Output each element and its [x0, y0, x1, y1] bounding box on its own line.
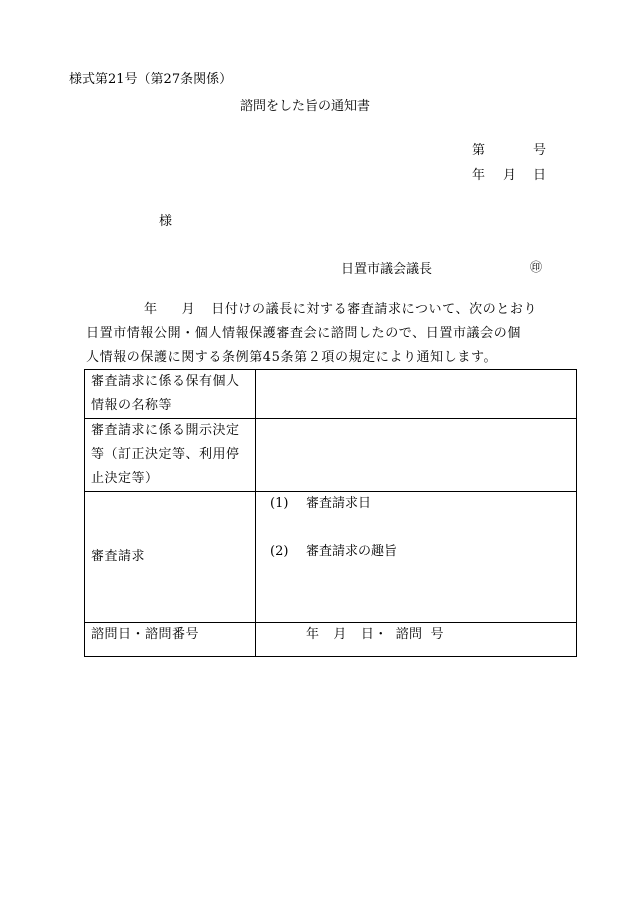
- body-line-3: 人情報の保護に関する条例第45条第２項の規定により通知します。: [86, 350, 498, 365]
- doc-number-prefix: 第: [472, 143, 486, 158]
- inquiry-month: 月: [333, 627, 347, 642]
- doc-number-suffix: 号: [533, 143, 547, 158]
- item-text: 審査請求の趣旨: [306, 544, 398, 559]
- table-label-inquiry: 諮問日・諮問番号: [85, 623, 256, 657]
- item-number: (2): [270, 544, 289, 559]
- table-row: [85, 419, 577, 492]
- table-row: [85, 492, 577, 623]
- review-item-purpose: [256, 540, 576, 564]
- body-month: 月: [181, 302, 196, 317]
- inquiry-date-number: [256, 623, 576, 647]
- item-text: 審査請求日: [306, 496, 372, 511]
- date-day: 日: [533, 168, 547, 183]
- body-line-2: 日置市情報公開・個人情報保護審査会に諮問したので、日置市議会の個: [86, 326, 521, 341]
- table-label-review-request: 審査請求: [85, 492, 256, 623]
- notice-table: [84, 369, 577, 657]
- document-title: 諮問をした旨の通知書: [240, 99, 371, 114]
- table-value-disclosure-decision: [256, 419, 577, 492]
- inquiry-year: 年: [306, 627, 320, 642]
- sender-title: 日置市議会議長: [341, 262, 433, 277]
- inquiry-number-suffix: 号: [430, 627, 444, 642]
- body-line-1-rest: 日付けの議長に対する審査請求について、次のとおり: [211, 302, 538, 317]
- addressee-honorific: 様: [159, 214, 173, 229]
- inquiry-label: 諮問: [395, 627, 423, 642]
- table-row: [85, 623, 577, 657]
- item-number: (1): [270, 496, 289, 511]
- date-month: 月: [503, 168, 517, 183]
- review-item-date: [256, 492, 576, 516]
- form-number: 様式第21号（第27条関係）: [69, 72, 233, 87]
- table-value-review-request: [256, 492, 577, 623]
- date-year: 年: [472, 168, 486, 183]
- table-label-disclosure-decision: 審査請求に係る開示決定等（訂正決定等、利用停止決定等）: [85, 419, 256, 492]
- body-line-1: [86, 298, 566, 322]
- table-value-inquiry: [256, 623, 577, 657]
- table-label-personal-info: 審査請求に係る保有個人情報の名称等: [85, 370, 256, 419]
- seal-mark: ㊞: [530, 260, 543, 274]
- table-value-personal-info: [256, 370, 577, 419]
- body-year: 年: [144, 302, 158, 317]
- table-row: [85, 370, 577, 419]
- notice-body: [86, 298, 566, 370]
- inquiry-day: 日・: [360, 627, 388, 642]
